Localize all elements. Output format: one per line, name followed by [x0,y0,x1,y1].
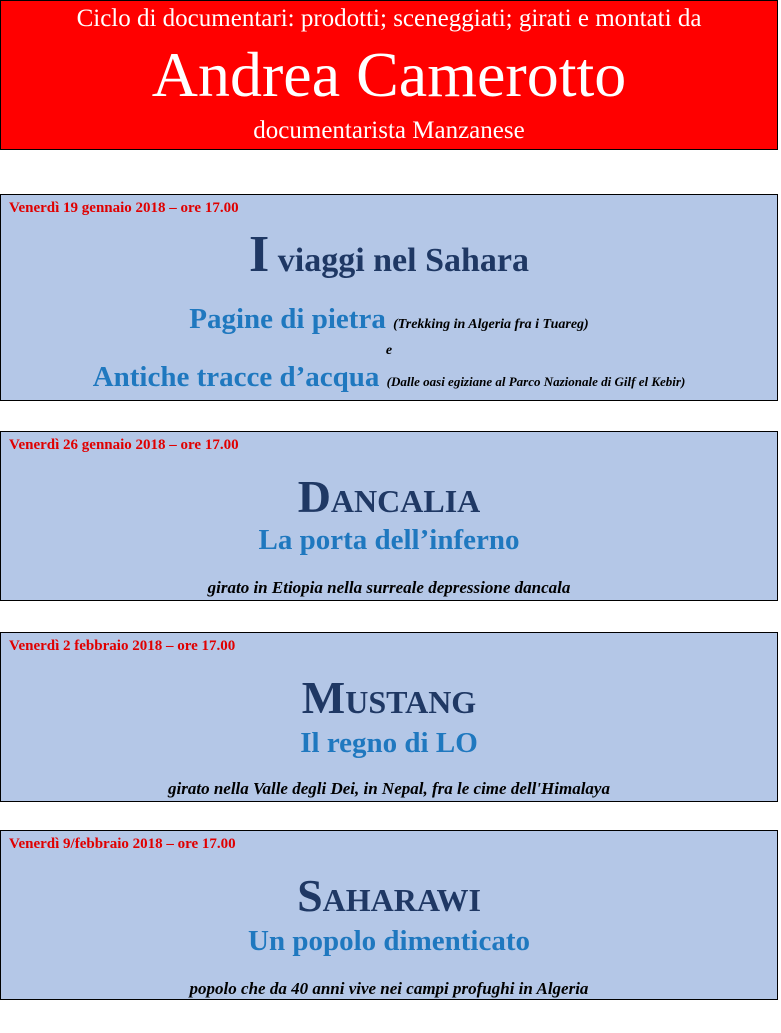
film-one-title: Pagine di pietra [189,303,386,335]
event-card-sahara [0,194,778,401]
event-title [1,225,777,284]
event-date: Venerdì 26 gennaio 2018 – ore 17.00 [9,437,239,453]
film-one-description: (Trekking in Algeria fra i Tuareg) [393,317,589,332]
event-note: girato nella Valle degli Dei, in Nepal, fra le cime dell'Himalaya [168,779,610,798]
film-two-title: Antiche tracce d’acqua [92,361,380,393]
event-note: popolo che da 40 anni vive nei campi profughi in Algeria [189,979,589,998]
author-name: Andrea Camerotto [151,39,627,110]
header-intro-text: Ciclo di documentari: prodotti; sceneggiati; girati e montati da [76,5,702,32]
event-note: girato in Etiopia nella surreale depressione dancala [207,578,571,597]
event-title: Dancalia [297,471,481,522]
event-date: Venerdì 2 febbraio 2018 – ore 17.00 [9,638,236,654]
event-subtitle: Un popolo dimenticato [248,925,530,957]
film-one [1,303,777,336]
event-title: Mustang [301,672,477,723]
header-banner [0,0,778,150]
connector-text: e [385,343,393,358]
event-subtitle: La porta dell’inferno [258,524,520,556]
event-card-saharawi [0,830,778,1000]
event-date: Venerdì 9/febbraio 2018 – ore 17.00 [9,836,236,852]
event-subtitle: Il regno di LO [300,727,478,759]
event-date: Venerdì 19 gennaio 2018 – ore 17.00 [9,200,239,216]
event-card-mustang [0,632,778,802]
event-card-dancalia [0,431,778,601]
film-two-description: (Dalle oasi egiziane al Parco Nazionale di Gilf el Kebir) [386,374,686,389]
author-subtitle: documentarista Manzanese [253,117,525,144]
title-initial: I [249,226,270,283]
title-rest: viaggi nel Sahara [269,242,529,279]
film-two [1,361,777,394]
event-title: Saharawi [297,870,481,921]
